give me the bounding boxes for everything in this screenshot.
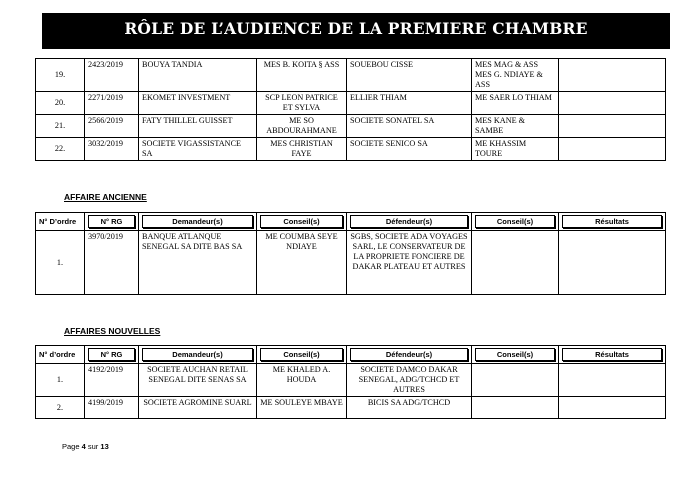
cell-ordre: 21.: [36, 115, 85, 138]
header-rg: N° RG: [85, 346, 139, 364]
cell-demandeur: SOCIETE AGROMINE SUARL: [139, 397, 257, 419]
header-conseil: Conseil(s): [257, 346, 347, 364]
cell-defendeur: SOUEBOU CISSE: [347, 59, 472, 92]
cell-conseil-2: [472, 397, 559, 419]
header-defendeur: Défendeur(s): [347, 213, 472, 231]
table-row: [36, 364, 666, 397]
header-ordre: N° D’ordre: [36, 213, 85, 231]
cell-conseil: SCP LEON PATRICE ET SYLVA: [257, 92, 347, 115]
cell-ordre: 2.: [36, 397, 85, 419]
cell-demandeur: BOUYA TANDIA: [139, 59, 257, 92]
cell-conseil-2: MES KANE & SAMBE: [472, 115, 559, 138]
table-row: [36, 115, 666, 138]
cell-conseil: MES CHRISTIAN FAYE: [257, 138, 347, 161]
cell-resultats: [559, 92, 666, 115]
cell-rg: 4192/2019: [85, 364, 139, 397]
cell-defendeur: SOCIETE DAMCO DAKAR SENEGAL, ADG/TCHCD ET AUTRES: [347, 364, 472, 397]
header-rg: N° RG: [85, 213, 139, 231]
cell-defendeur: BICIS SA ADG/TCHCD: [347, 397, 472, 419]
cell-conseil: ME COUMBA SEYE NDIAYE: [257, 231, 347, 295]
table-row: [36, 59, 666, 92]
header-defendeur: Défendeur(s): [347, 346, 472, 364]
cell-demandeur: SOCIETE AUCHAN RETAIL SENEGAL DITE SENAS SA: [139, 364, 257, 397]
cell-rg: 4199/2019: [85, 397, 139, 419]
cell-resultats: [559, 397, 666, 419]
cell-conseil-2: [472, 231, 559, 295]
cell-resultats: [559, 115, 666, 138]
cell-ordre: 1.: [36, 364, 85, 397]
section-title-affaires-nouvelles: AFFAIRES NOUVELLES: [64, 326, 161, 336]
cell-rg: 3032/2019: [85, 138, 139, 161]
cell-ordre: 22.: [36, 138, 85, 161]
cell-conseil-2: [472, 364, 559, 397]
affaire-ancienne-table: [35, 212, 666, 295]
cell-demandeur: BANQUE ATLANQUE SENEGAL SA DITE BAS SA: [139, 231, 257, 295]
cell-conseil: MES B. KOITA § ASS: [257, 59, 347, 92]
header-ordre: N° d’ordre: [36, 346, 85, 364]
cell-conseil-2: ME KHASSIM TOURE: [472, 138, 559, 161]
cell-rg: 2423/2019: [85, 59, 139, 92]
cell-conseil-2: ME SAER LO THIAM: [472, 92, 559, 115]
cell-defendeur: SOCIETE SENICO SA: [347, 138, 472, 161]
table-row: [36, 92, 666, 115]
cell-defendeur: SGBS, SOCIETE ADA VOYAGES SARL, LE CONSERVATEUR DE LA PROPRIETE FONCIERE DE DAKAR PLATEAU ET AUTRES: [347, 231, 472, 295]
page-footer: Page 4 sur 13: [62, 442, 109, 451]
cell-resultats: [559, 59, 666, 92]
cell-rg: 3970/2019: [85, 231, 139, 295]
header-demandeur: Demandeur(s): [139, 213, 257, 231]
table-row: [36, 231, 666, 295]
cell-demandeur: EKOMET INVESTMENT: [139, 92, 257, 115]
cell-rg: 2271/2019: [85, 92, 139, 115]
header-resultats: Résultats: [559, 213, 666, 231]
header-conseil: Conseil(s): [257, 213, 347, 231]
header-demandeur: Demandeur(s): [139, 346, 257, 364]
cell-rg: 2566/2019: [85, 115, 139, 138]
section-title-affaire-ancienne: AFFAIRE ANCIENNE: [64, 192, 147, 202]
cell-ordre: 19.: [36, 59, 85, 92]
cell-ordre: 1.: [36, 231, 85, 295]
cell-conseil: ME KHALED A. HOUDA: [257, 364, 347, 397]
cell-conseil: ME SOULEYE MBAYE: [257, 397, 347, 419]
cell-defendeur: SOCIETE SONATEL SA: [347, 115, 472, 138]
cell-conseil: ME SO ABDOURAHMANE: [257, 115, 347, 138]
header-resultats: Résultats: [559, 346, 666, 364]
affaires-nouvelles-table: [35, 345, 666, 419]
cell-conseil-2: MES MAG & ASS MES G. NDIAYE & ASS: [472, 59, 559, 92]
table-row: [36, 138, 666, 161]
cell-resultats: [559, 138, 666, 161]
cases-table-continued: [35, 58, 666, 161]
page-title: RÔLE DE L’AUDIENCE DE LA PREMIERE CHAMBRE: [42, 13, 670, 49]
table-header-row: [36, 213, 666, 231]
cell-ordre: 20.: [36, 92, 85, 115]
table-row: [36, 397, 666, 419]
header-conseil-2: Conseil(s): [472, 346, 559, 364]
cell-demandeur: SOCIETE VIGASSISTANCE SA: [139, 138, 257, 161]
cell-demandeur: FATY THILLEL GUISSET: [139, 115, 257, 138]
cell-resultats: [559, 231, 666, 295]
header-conseil-2: Conseil(s): [472, 213, 559, 231]
cell-defendeur: ELLIER THIAM: [347, 92, 472, 115]
table-header-row: [36, 346, 666, 364]
cell-resultats: [559, 364, 666, 397]
